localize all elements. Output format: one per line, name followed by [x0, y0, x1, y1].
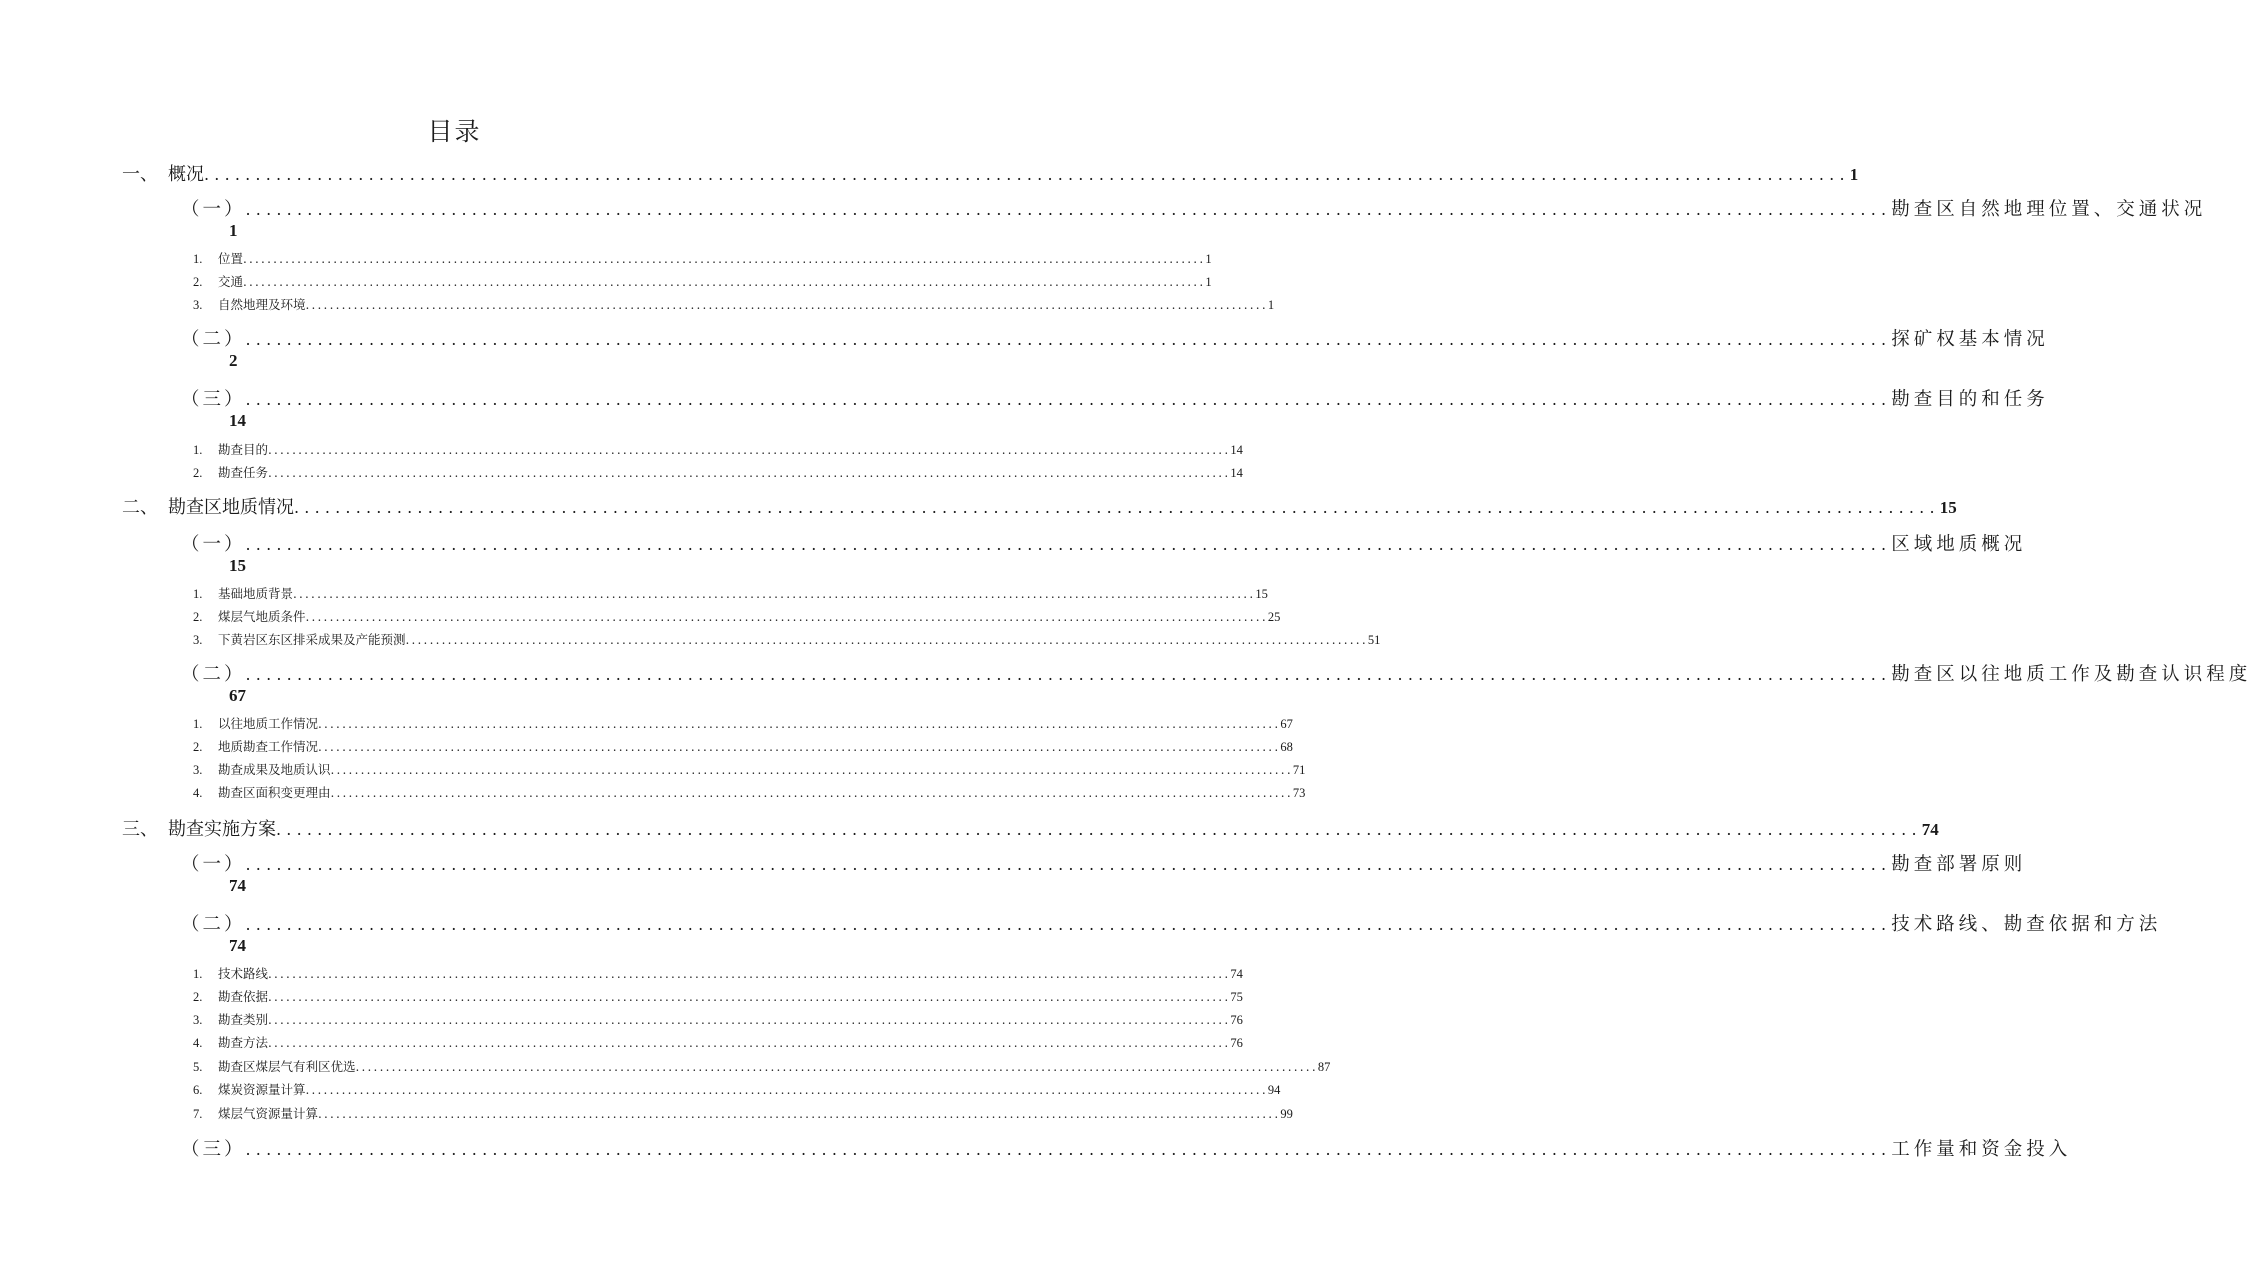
- toc-item-page: 67: [1280, 717, 1293, 731]
- toc-item-number: 2.: [193, 740, 203, 754]
- toc-leader-dots: ................................................................................................................................................................: [268, 967, 1231, 981]
- toc-item-row: [193, 630, 1381, 648]
- toc-item-number: 2.: [193, 990, 203, 1004]
- toc-subsection-title: 勘查目的和任务: [1891, 389, 2049, 410]
- toc-item-label: 勘查区面积变更理由: [218, 785, 331, 800]
- toc-section-row: [122, 815, 1939, 841]
- toc-item-page: 68: [1280, 740, 1293, 754]
- toc-item-number: 1.: [193, 717, 203, 731]
- toc-item-number: 2.: [193, 275, 203, 289]
- toc-subsection-row: [181, 325, 2049, 351]
- toc-leader-dots: ................................................................................................................................................................: [305, 610, 1268, 624]
- toc-leader-dots: ................................................................................................................................................................: [318, 740, 1281, 754]
- toc-item-label: 位置: [218, 251, 244, 266]
- toc-subsection-row: [181, 385, 2049, 411]
- toc-section-row: [122, 160, 1859, 186]
- toc-leader-dots: ................................................................................................................................................................: [245, 1140, 1892, 1159]
- toc-subsection-title: 工作量和资金投入: [1891, 1139, 2072, 1160]
- toc-leader-dots: ................................................................................................................................................................: [243, 275, 1206, 289]
- toc-leader-dots: ................................................................................................................................................................: [243, 252, 1206, 266]
- toc-leader-dots: ................................................................................................................................................................: [330, 763, 1293, 777]
- toc-leader-dots: ................................................................................................................................................................: [268, 1036, 1231, 1050]
- toc-item-row: [193, 737, 1293, 755]
- toc-subsection-title: 探矿权基本情况: [1891, 329, 2049, 350]
- toc-item-page: 14: [1230, 466, 1243, 480]
- toc-item-number: 7.: [193, 1107, 203, 1121]
- toc-subsection-label: （一）: [181, 854, 246, 875]
- toc-subsection-label: （一）: [181, 534, 246, 555]
- toc-section-label: 勘查区地质情况: [168, 497, 294, 518]
- toc-subsection-label: （三）: [181, 1139, 246, 1160]
- toc-item-page: 71: [1292, 763, 1306, 777]
- toc-section-page: 15: [1939, 498, 1957, 517]
- toc-subsection-label: （二）: [181, 914, 246, 935]
- toc-section-label: 勘查实施方案: [168, 819, 276, 840]
- toc-leader-dots: ................................................................................................................................................................: [268, 443, 1231, 457]
- toc-item-number: 3.: [193, 1013, 203, 1027]
- toc-subsection-label: （三）: [181, 389, 246, 410]
- toc-leader-dots: ................................................................................................................................................................: [245, 535, 1892, 554]
- toc-item-label: 勘查依据: [218, 989, 269, 1004]
- toc-subsection-title: 勘查部署原则: [1891, 854, 2027, 875]
- toc-subsection-title: 勘查区自然地理位置、交通状况: [1891, 199, 2207, 220]
- toc-subsection-page: 14: [229, 411, 246, 430]
- toc-item-label: 勘查区煤层气有利区优选: [218, 1059, 356, 1074]
- toc-subsection-title: 区域地质概况: [1891, 534, 2027, 555]
- toc-item-label: 勘查目的: [218, 442, 269, 457]
- toc-subsection-page: 74: [229, 936, 246, 955]
- toc-item-number: 1.: [193, 443, 203, 457]
- toc-subsection-row: [181, 660, 2251, 686]
- toc-subsection-row: [181, 1135, 2072, 1161]
- toc-section-page: 74: [1921, 820, 1939, 839]
- toc-leader-dots: ................................................................................................................................................................: [268, 466, 1231, 480]
- toc-subsection-label: （一）: [181, 199, 246, 220]
- toc-leader-dots: ................................................................................................................................................................: [305, 1083, 1268, 1097]
- toc-item-row: [193, 607, 1281, 625]
- toc-item-label: 勘查方法: [218, 1035, 269, 1050]
- toc-item-page: 87: [1317, 1060, 1331, 1074]
- toc-subsection-row: [181, 195, 2207, 221]
- toc-item-label: 以往地质工作情况: [218, 716, 319, 731]
- toc-item-label: 基础地质背景: [218, 586, 294, 601]
- toc-leader-dots: ................................................................................................................................................................: [268, 1013, 1231, 1027]
- toc-leader-dots: ................................................................................................................................................................: [245, 665, 1892, 684]
- toc-item-label: 勘查类别: [218, 1012, 269, 1027]
- toc-item-number: 1.: [193, 967, 203, 981]
- toc-item-row: [193, 1010, 1243, 1028]
- toc-item-page: 76: [1230, 1013, 1243, 1027]
- toc-leader-dots: ................................................................................................................................................................: [318, 717, 1281, 731]
- toc-item-page: 1: [1205, 252, 1212, 266]
- toc-item-page: 51: [1367, 633, 1381, 647]
- toc-subsection-page: 2: [229, 351, 238, 370]
- toc-subsection-title: 勘查区以往地质工作及勘查认识程度: [1891, 664, 2251, 685]
- toc-item-row: [193, 1057, 1331, 1075]
- toc-subsection-title: 技术路线、勘查依据和方法: [1891, 914, 2162, 935]
- toc-item-number: 1.: [193, 252, 203, 266]
- toc-item-number: 6.: [193, 1083, 203, 1097]
- toc-item-row: [193, 295, 1275, 313]
- toc-item-number: 4.: [193, 786, 203, 800]
- toc-subsection-row: [181, 850, 2027, 876]
- toc-item-page: 76: [1230, 1036, 1243, 1050]
- toc-item-number: 3.: [193, 633, 203, 647]
- toc-item-page: 1: [1205, 275, 1212, 289]
- toc-subsection-row: [181, 910, 2162, 936]
- toc-subsection-label: （二）: [181, 664, 246, 685]
- toc-item-label: 地质勘查工作情况: [218, 739, 319, 754]
- toc-item-row: [193, 584, 1268, 602]
- toc-item-label: 勘查任务: [218, 465, 269, 480]
- toc-item-label: 煤炭资源量计算: [218, 1082, 306, 1097]
- toc-leader-dots: ................................................................................................................................................................: [305, 298, 1268, 312]
- toc-item-page: 74: [1230, 967, 1243, 981]
- toc-item-row: [193, 760, 1306, 778]
- toc-section-number: 二、: [122, 497, 158, 518]
- toc-item-number: 5.: [193, 1060, 203, 1074]
- toc-item-label: 煤层气资源量计算: [218, 1106, 319, 1121]
- toc-item-label: 自然地理及环境: [218, 297, 306, 312]
- toc-item-row: [193, 714, 1293, 732]
- toc-item-row: [193, 463, 1243, 481]
- toc-leader-dots: ................................................................................................................................................................: [268, 990, 1231, 1004]
- toc-item-page: 73: [1292, 786, 1306, 800]
- toc-leader-dots: ................................................................................................................................................................: [245, 330, 1892, 349]
- toc-subsection-row: [181, 530, 2027, 556]
- toc-leader-dots: ................................................................................................................................................................: [204, 165, 1850, 184]
- toc-leader-dots: ................................................................................................................................................................: [245, 915, 1892, 934]
- toc-item-row: [193, 964, 1243, 982]
- toc-item-page: 14: [1230, 443, 1243, 457]
- toc-item-row: [193, 1104, 1293, 1122]
- toc-leader-dots: ................................................................................................................................................................: [405, 633, 1368, 647]
- toc-item-page: 75: [1230, 990, 1243, 1004]
- toc-leader-dots: ................................................................................................................................................................: [276, 820, 1922, 839]
- toc-item-row: [193, 1033, 1243, 1051]
- toc-item-row: [193, 1080, 1281, 1098]
- toc-leader-dots: ................................................................................................................................................................: [293, 587, 1256, 601]
- toc-item-label: 交通: [218, 274, 244, 289]
- toc-leader-dots: ................................................................................................................................................................: [355, 1060, 1318, 1074]
- toc-subsection-page: 67: [229, 686, 246, 705]
- toc-section-number: 一、: [122, 164, 158, 185]
- toc-leader-dots: ................................................................................................................................................................: [330, 786, 1293, 800]
- toc-item-label: 煤层气地质条件: [218, 609, 306, 624]
- toc-item-label: 勘查成果及地质认识: [218, 762, 331, 777]
- toc-leader-dots: ................................................................................................................................................................: [245, 855, 1892, 874]
- toc-item-number: 2.: [193, 466, 203, 480]
- toc-leader-dots: ................................................................................................................................................................: [245, 390, 1892, 409]
- toc-item-page: 15: [1255, 587, 1268, 601]
- toc-item-number: 2.: [193, 610, 203, 624]
- toc-item-row: [193, 249, 1212, 267]
- toc-leader-dots: ................................................................................................................................................................: [294, 498, 1940, 517]
- toc-leader-dots: ................................................................................................................................................................: [318, 1107, 1281, 1121]
- toc-subsection-page: 1: [229, 221, 238, 240]
- toc-item-row: [193, 272, 1212, 290]
- toc-item-row: [193, 783, 1306, 801]
- toc-item-page: 25: [1267, 610, 1281, 624]
- toc-subsection-label: （二）: [181, 329, 246, 350]
- toc-item-number: 1.: [193, 587, 203, 601]
- toc-item-row: [193, 987, 1243, 1005]
- toc-title: 目录: [427, 117, 482, 146]
- toc-item-label: 下黄岩区东区排采成果及产能预测: [218, 632, 406, 647]
- toc-subsection-page: 15: [229, 556, 246, 575]
- toc-item-page: 99: [1280, 1107, 1293, 1121]
- toc-item-label: 技术路线: [218, 966, 269, 981]
- toc-item-page: 1: [1267, 298, 1275, 312]
- toc-section-label: 概况: [168, 164, 204, 185]
- toc-section-number: 三、: [122, 819, 158, 840]
- toc-item-number: 4.: [193, 1036, 203, 1050]
- toc-leader-dots: ................................................................................................................................................................: [245, 200, 1892, 219]
- toc-item-number: 3.: [193, 298, 203, 312]
- toc-section-row: [122, 493, 1957, 519]
- toc-item-row: [193, 440, 1243, 458]
- toc-item-number: 3.: [193, 763, 203, 777]
- toc-section-page: 1: [1849, 165, 1859, 184]
- toc-item-page: 94: [1267, 1083, 1281, 1097]
- toc-subsection-page: 74: [229, 876, 246, 895]
